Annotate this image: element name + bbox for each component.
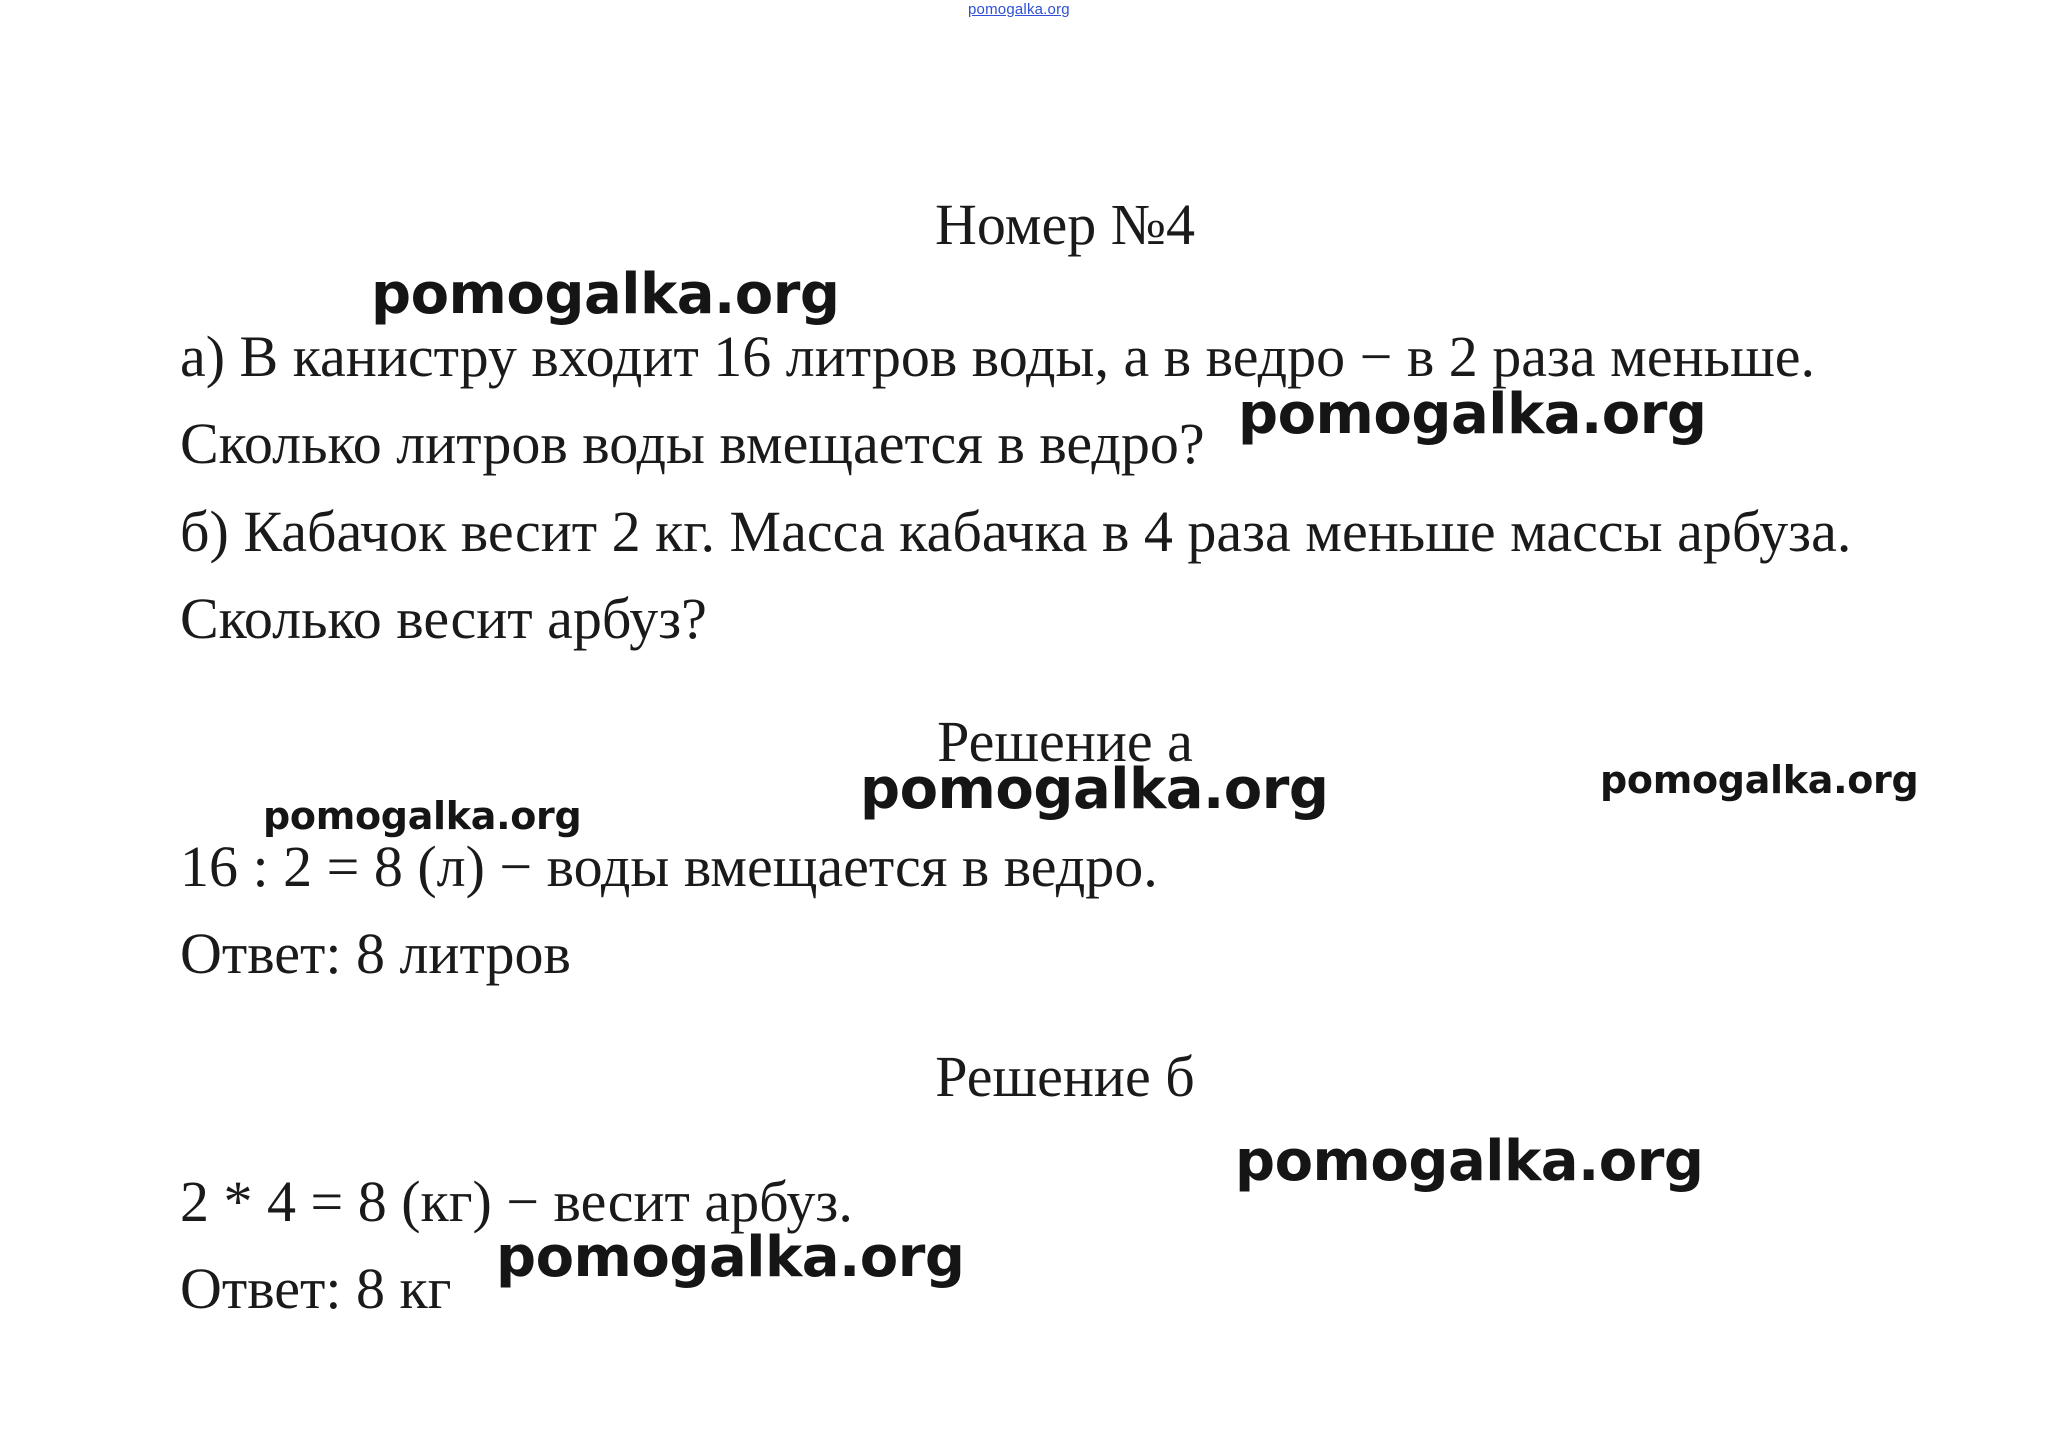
solution-b-answer: Ответ: 8 кг bbox=[180, 1256, 452, 1321]
solution-b-heading: Решение б bbox=[935, 1044, 1195, 1109]
watermark-3: pomogalka.org bbox=[860, 757, 1329, 822]
watermark-2: pomogalka.org bbox=[1238, 382, 1707, 447]
solution-b-calc: 2 * 4 = 8 (кг) − весит арбуз. bbox=[180, 1169, 853, 1234]
solution-a-calc: 16 : 2 = 8 (л) − воды вмещается в ведро. bbox=[180, 834, 1158, 899]
problem-b-line-1: б) Кабачок весит 2 кг. Масса кабачка в 4 раза меньше массы арбуза. bbox=[180, 499, 1852, 564]
watermark-5: pomogalka.org bbox=[263, 794, 582, 838]
solution-a-answer: Ответ: 8 литров bbox=[180, 921, 571, 986]
watermark-1: pomogalka.org bbox=[371, 262, 840, 327]
problem-a-line-1: а) В канистру входит 16 литров воды, а в ведро − в 2 раза меньше. bbox=[180, 324, 1816, 389]
page-title: Номер №4 bbox=[934, 192, 1196, 257]
problem-a-line-2: Сколько литров воды вмещается в ведро? bbox=[180, 411, 1205, 476]
header-source-watermark[interactable]: pomogalka.org bbox=[968, 1, 1070, 18]
watermark-6: pomogalka.org bbox=[1235, 1129, 1704, 1194]
watermark-7: pomogalka.org bbox=[496, 1225, 965, 1290]
problem-b-line-2: Сколько весит арбуз? bbox=[180, 586, 707, 651]
watermark-4: pomogalka.org bbox=[1600, 758, 1919, 802]
solution-a-heading: Решение а bbox=[937, 709, 1193, 774]
